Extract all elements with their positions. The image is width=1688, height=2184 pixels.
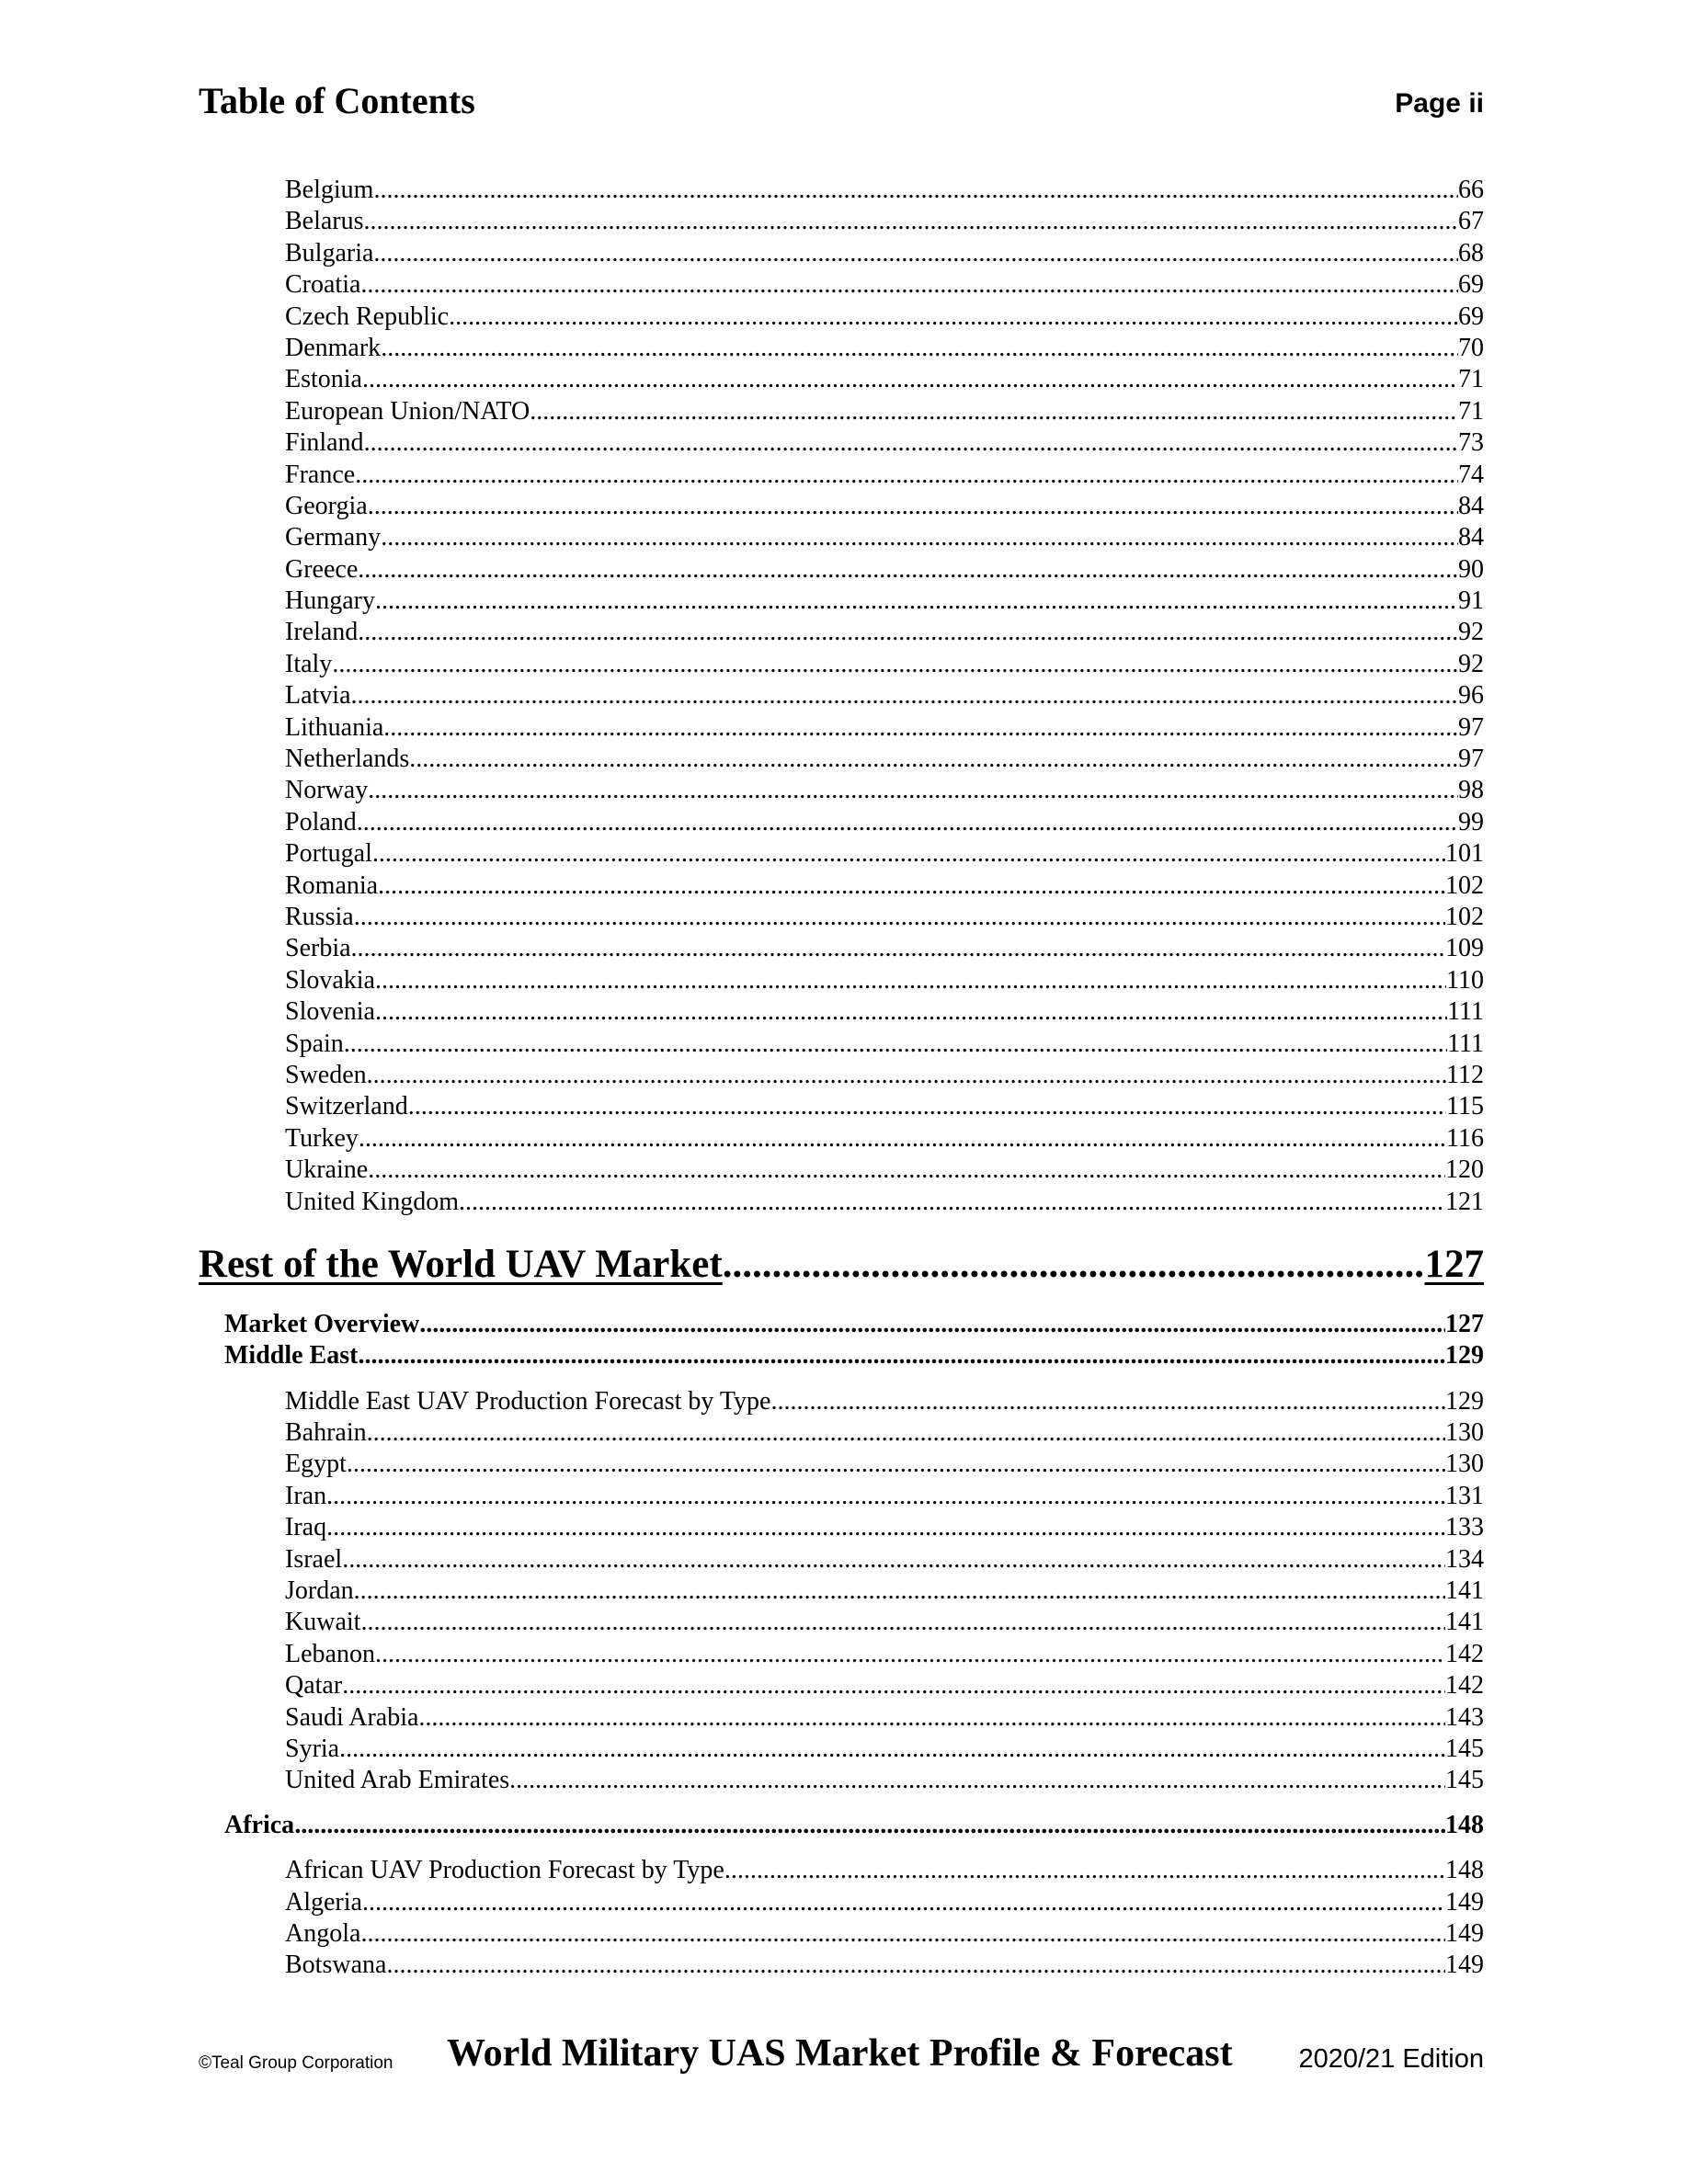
toc-entry-page: 111 [1447, 1029, 1484, 1058]
toc-entry[interactable] [199, 680, 1484, 711]
toc-entry-page: 141 [1445, 1608, 1484, 1637]
toc-entry-page: 142 [1445, 1639, 1484, 1668]
toc-entry-label: Ireland [285, 618, 359, 647]
toc-entry-label: Africa [224, 1810, 295, 1839]
toc-leader [372, 838, 1445, 870]
toc-entry-page: 129 [1445, 1386, 1484, 1416]
toc-entry-page: 127 [1445, 1309, 1484, 1338]
toc-entry-label: Kuwait [285, 1608, 361, 1637]
toc-entry-label: Bulgaria [285, 238, 374, 267]
toc-entry-label: Netherlands [285, 745, 410, 774]
toc-leader [381, 522, 1458, 553]
toc-entry-label: Russia [285, 902, 354, 931]
page-title: Table of Contents [199, 80, 475, 121]
toc-entry-label: Latvia [285, 681, 351, 711]
toc-entry[interactable] [199, 744, 1484, 775]
toc-entry-page: 84 [1458, 523, 1484, 552]
toc-entry[interactable] [199, 1187, 1484, 1218]
toc-leader [375, 965, 1446, 996]
toc-entry[interactable] [199, 775, 1484, 806]
toc-entry-label: Botswana [285, 1951, 387, 1980]
toc-leader [386, 1950, 1445, 1981]
toc-entry-label: Switzerland [285, 1092, 408, 1121]
toc-entry[interactable] [199, 1670, 1484, 1701]
page-header [199, 79, 1484, 134]
toc-leader [368, 1155, 1445, 1186]
toc-entry[interactable] [199, 838, 1484, 870]
toc-entry-page: 92 [1458, 649, 1484, 678]
toc-entry[interactable] [199, 301, 1484, 333]
toc-entry[interactable] [199, 1575, 1484, 1607]
toc-leader [360, 269, 1458, 301]
toc-leader [770, 1386, 1445, 1417]
toc-entry-page: 148 [1445, 1856, 1484, 1885]
toc-leader [723, 1233, 1425, 1297]
toc-entry-label: Italy [285, 649, 333, 678]
toc-entry[interactable] [199, 1417, 1484, 1449]
toc-entry-page: 71 [1458, 396, 1484, 426]
toc-entry[interactable] [199, 1481, 1484, 1512]
toc-leader [358, 1340, 1445, 1371]
toc-leader [409, 744, 1458, 775]
toc-leader [342, 1670, 1445, 1701]
toc-entry[interactable] [199, 1544, 1484, 1575]
toc-entry-label: African UAV Production Forecast by Type [285, 1856, 724, 1885]
toc-leader [373, 238, 1458, 269]
toc-entry[interactable] [199, 1702, 1484, 1734]
toc-leader [347, 1449, 1445, 1480]
toc-entry-label: Middle East UAV Production Forecast by Type [285, 1386, 771, 1416]
toc-entry[interactable] [199, 1607, 1484, 1638]
toc-entry-label: United Arab Emirates [285, 1766, 510, 1795]
toc-leader [449, 301, 1458, 333]
toc-entry[interactable] [199, 554, 1484, 586]
toc-leader [360, 1918, 1445, 1950]
toc-leader [355, 460, 1458, 491]
toc-entry[interactable] [199, 1950, 1484, 1981]
footer-title: World Military UAS Market Profile & Forecast [447, 2032, 1233, 2075]
toc-entry[interactable] [199, 1029, 1484, 1060]
toc-leader [509, 1765, 1445, 1796]
toc-leader [364, 427, 1458, 459]
toc-entry-label: Belgium [285, 176, 374, 204]
toc-leader [459, 1187, 1445, 1218]
toc-leader [354, 902, 1445, 933]
toc-entry-label: Ukraine [285, 1155, 369, 1185]
toc-entry-label: Market Overview [224, 1309, 420, 1338]
toc-leader [354, 1575, 1445, 1607]
toc-leader [360, 1607, 1445, 1638]
toc-leader [326, 1512, 1445, 1543]
toc-entry-label: Poland [285, 807, 357, 836]
toc-entry-page: 145 [1445, 1734, 1484, 1763]
toc-entry[interactable] [199, 1386, 1484, 1417]
toc-entry-label: Serbia [285, 934, 351, 963]
toc-entry-label: Estonia [285, 365, 362, 394]
toc-entry-page: 109 [1445, 934, 1484, 963]
toc-entry-label: Algeria [285, 1887, 362, 1917]
toc-entry[interactable] [199, 491, 1484, 522]
toc-entry[interactable] [199, 1060, 1484, 1091]
toc-section-rest-of-world[interactable] [199, 1233, 1484, 1297]
toc-entry[interactable] [199, 617, 1484, 648]
toc-entry-page: 141 [1445, 1576, 1484, 1606]
toc-entry-label: Bahrain [285, 1418, 367, 1448]
toc-entry-page: 98 [1458, 776, 1484, 805]
toc-entry-label: Israel [285, 1544, 343, 1574]
toc-leader [362, 364, 1458, 395]
toc-entry-label: Syria [285, 1734, 340, 1763]
toc-leader [419, 1309, 1445, 1340]
toc-entry[interactable] [199, 712, 1484, 744]
toc-entry[interactable] [199, 1639, 1484, 1670]
toc-entry-page: 84 [1458, 491, 1484, 520]
toc-entry[interactable] [199, 1765, 1484, 1796]
toc-entry[interactable] [199, 427, 1484, 459]
toc-leader [359, 1123, 1446, 1155]
toc-entry-page: 149 [1445, 1951, 1484, 1980]
toc-entry-page: 145 [1445, 1766, 1484, 1795]
toc-entry-page: 116 [1446, 1123, 1484, 1153]
toc-entry-page: 91 [1458, 586, 1484, 616]
toc-entry-label: European Union/NATO [285, 396, 530, 426]
toc-entry-label: Qatar [285, 1671, 343, 1701]
toc-leader [344, 1029, 1447, 1060]
toc-entry-label: Sweden [285, 1060, 367, 1089]
toc-entry-label: United Kingdom [285, 1187, 459, 1216]
toc-entry-page: 68 [1458, 238, 1484, 267]
toc-entry-page: 133 [1445, 1513, 1484, 1542]
toc-leader [364, 206, 1458, 237]
footer-edition: 2020/21 Edition [1298, 2044, 1484, 2074]
toc-entry-label: France [285, 460, 356, 489]
toc-leader [358, 617, 1458, 648]
toc-entry-label: Saudi Arabia [285, 1702, 419, 1732]
toc-entry-label: Germany [285, 523, 382, 552]
toc-entry-label: Lithuania [285, 712, 384, 742]
toc-entry-label: Croatia [285, 270, 361, 300]
toc-entry-page: 120 [1445, 1155, 1484, 1185]
toc-entry[interactable] [199, 396, 1484, 427]
toc-entry-page: 102 [1445, 870, 1484, 900]
toc-entry-label: Denmark [285, 333, 382, 362]
toc-entry-page: 71 [1458, 365, 1484, 394]
toc-entry[interactable] [199, 1449, 1484, 1480]
toc-entry[interactable] [199, 1918, 1484, 1950]
toc-entry[interactable] [199, 1887, 1484, 1918]
toc-leader [375, 586, 1458, 617]
toc-entry-page: 149 [1445, 1918, 1484, 1948]
toc-entry[interactable] [199, 1512, 1484, 1543]
toc-entry[interactable] [199, 175, 1484, 206]
page-footer [199, 2031, 1484, 2087]
table-of-contents [199, 175, 1484, 1982]
toc-entry-page: 134 [1445, 1544, 1484, 1574]
toc-leader [351, 933, 1445, 964]
toc-leader [357, 807, 1458, 838]
toc-entry-page: 121 [1445, 1187, 1484, 1216]
toc-entry[interactable] [199, 333, 1484, 364]
toc-entry-page: 148 [1445, 1810, 1484, 1839]
toc-entry[interactable] [199, 933, 1484, 964]
toc-entry-page: 74 [1458, 460, 1484, 489]
toc-entry-label: Finland [285, 428, 364, 458]
toc-leader [383, 712, 1458, 744]
toc-entry-page: 111 [1447, 997, 1484, 1027]
toc-entry-label: Middle East [224, 1341, 359, 1371]
toc-entry-page: 143 [1445, 1702, 1484, 1732]
africa-list [199, 1855, 1484, 1982]
toc-entry[interactable] [199, 522, 1484, 553]
toc-entry-page: 67 [1458, 207, 1484, 236]
toc-entry-page: 99 [1458, 807, 1484, 836]
toc-entry-label: Lebanon [285, 1639, 375, 1668]
toc-section-page: 127 [1424, 1242, 1484, 1286]
footer-copyright: ©Teal Group Corporation [199, 2053, 393, 2073]
toc-leader [375, 1639, 1445, 1670]
toc-entry-page: 66 [1458, 176, 1484, 204]
toc-leader [326, 1481, 1445, 1512]
toc-entry-page: 73 [1458, 428, 1484, 458]
toc-entry-label: Portugal [285, 839, 372, 869]
toc-entry-page: 149 [1445, 1887, 1484, 1917]
toc-entry[interactable] [199, 1734, 1484, 1765]
toc-entry-page: 90 [1458, 554, 1484, 584]
toc-entry[interactable] [199, 460, 1484, 491]
toc-entry-page: 97 [1458, 712, 1484, 742]
toc-entry[interactable] [199, 1155, 1484, 1186]
toc-entry[interactable] [199, 807, 1484, 838]
toc-entry[interactable] [199, 586, 1484, 617]
toc-leader [351, 680, 1458, 711]
toc-leader [367, 1417, 1445, 1449]
toc-entry-page: 92 [1458, 618, 1484, 647]
toc-leader [375, 996, 1447, 1028]
toc-leader [362, 1887, 1445, 1918]
toc-entry-page: 130 [1445, 1418, 1484, 1448]
toc-entry-label: Egypt [285, 1450, 347, 1479]
toc-leader [368, 491, 1458, 522]
toc-leader [358, 554, 1458, 586]
toc-entry[interactable] [199, 649, 1484, 680]
toc-entry-page: 115 [1446, 1092, 1484, 1121]
toc-section-label: Rest of the World UAV Market [199, 1242, 723, 1286]
toc-entry[interactable] [199, 238, 1484, 269]
toc-entry-page: 96 [1458, 681, 1484, 711]
toc-entry[interactable] [199, 1123, 1484, 1155]
toc-entry[interactable] [199, 965, 1484, 996]
toc-leader [418, 1702, 1445, 1734]
toc-entry-label: Belarus [285, 207, 364, 236]
toc-entry[interactable] [199, 902, 1484, 933]
toc-entry-page: 70 [1458, 333, 1484, 362]
middle-east-list [199, 1386, 1484, 1797]
toc-leader [367, 1060, 1446, 1091]
toc-leader [378, 870, 1445, 902]
toc-entry-label: Greece [285, 554, 359, 584]
page-number: Page ii [1395, 88, 1484, 119]
toc-leader [368, 775, 1458, 806]
toc-entry-label: Turkey [285, 1123, 359, 1153]
toc-entry-page: 129 [1445, 1341, 1484, 1371]
toc-entry-label: Czech Republic [285, 301, 450, 331]
toc-leader [332, 649, 1458, 680]
toc-entry-label: Angola [285, 1918, 361, 1948]
europe-countries-list [199, 175, 1484, 1218]
toc-entry[interactable] [199, 996, 1484, 1028]
toc-entry-label: Norway [285, 776, 369, 805]
toc-entry-page: 112 [1446, 1060, 1484, 1089]
toc-subsection-market-overview[interactable] [199, 1309, 1484, 1340]
toc-leader [381, 333, 1458, 364]
toc-entry-label: Jordan [285, 1576, 354, 1606]
toc-entry-page: 142 [1445, 1671, 1484, 1701]
toc-leader [530, 396, 1458, 427]
toc-leader [408, 1091, 1446, 1122]
toc-entry-label: Iraq [285, 1513, 327, 1542]
toc-entry[interactable] [199, 1855, 1484, 1886]
toc-leader [294, 1810, 1445, 1841]
toc-leader [724, 1855, 1445, 1886]
toc-entry-page: 69 [1458, 301, 1484, 331]
toc-entry-label: Slovakia [285, 965, 375, 995]
toc-leader [339, 1734, 1445, 1765]
toc-entry-label: Slovenia [285, 997, 375, 1027]
toc-entry-page: 130 [1445, 1450, 1484, 1479]
toc-entry[interactable] [199, 206, 1484, 237]
toc-entry-page: 101 [1445, 839, 1484, 869]
toc-leader [342, 1544, 1445, 1575]
toc-entry-label: Georgia [285, 491, 368, 520]
toc-leader [373, 175, 1458, 206]
toc-entry-label: Iran [285, 1481, 327, 1510]
toc-entry[interactable] [199, 1091, 1484, 1122]
toc-entry-page: 97 [1458, 745, 1484, 774]
toc-entry-page: 110 [1446, 965, 1484, 995]
toc-entry-label: Spain [285, 1029, 344, 1058]
toc-entry[interactable] [199, 364, 1484, 395]
toc-subsection-middle-east[interactable] [199, 1340, 1484, 1371]
toc-entry-label: Romania [285, 870, 379, 900]
toc-entry-page: 102 [1445, 902, 1484, 931]
toc-entry[interactable] [199, 870, 1484, 902]
toc-entry[interactable] [199, 269, 1484, 301]
toc-entry-label: Hungary [285, 586, 375, 616]
toc-entry-page: 131 [1445, 1481, 1484, 1510]
toc-subsection-africa[interactable] [199, 1810, 1484, 1841]
toc-entry-page: 69 [1458, 270, 1484, 300]
